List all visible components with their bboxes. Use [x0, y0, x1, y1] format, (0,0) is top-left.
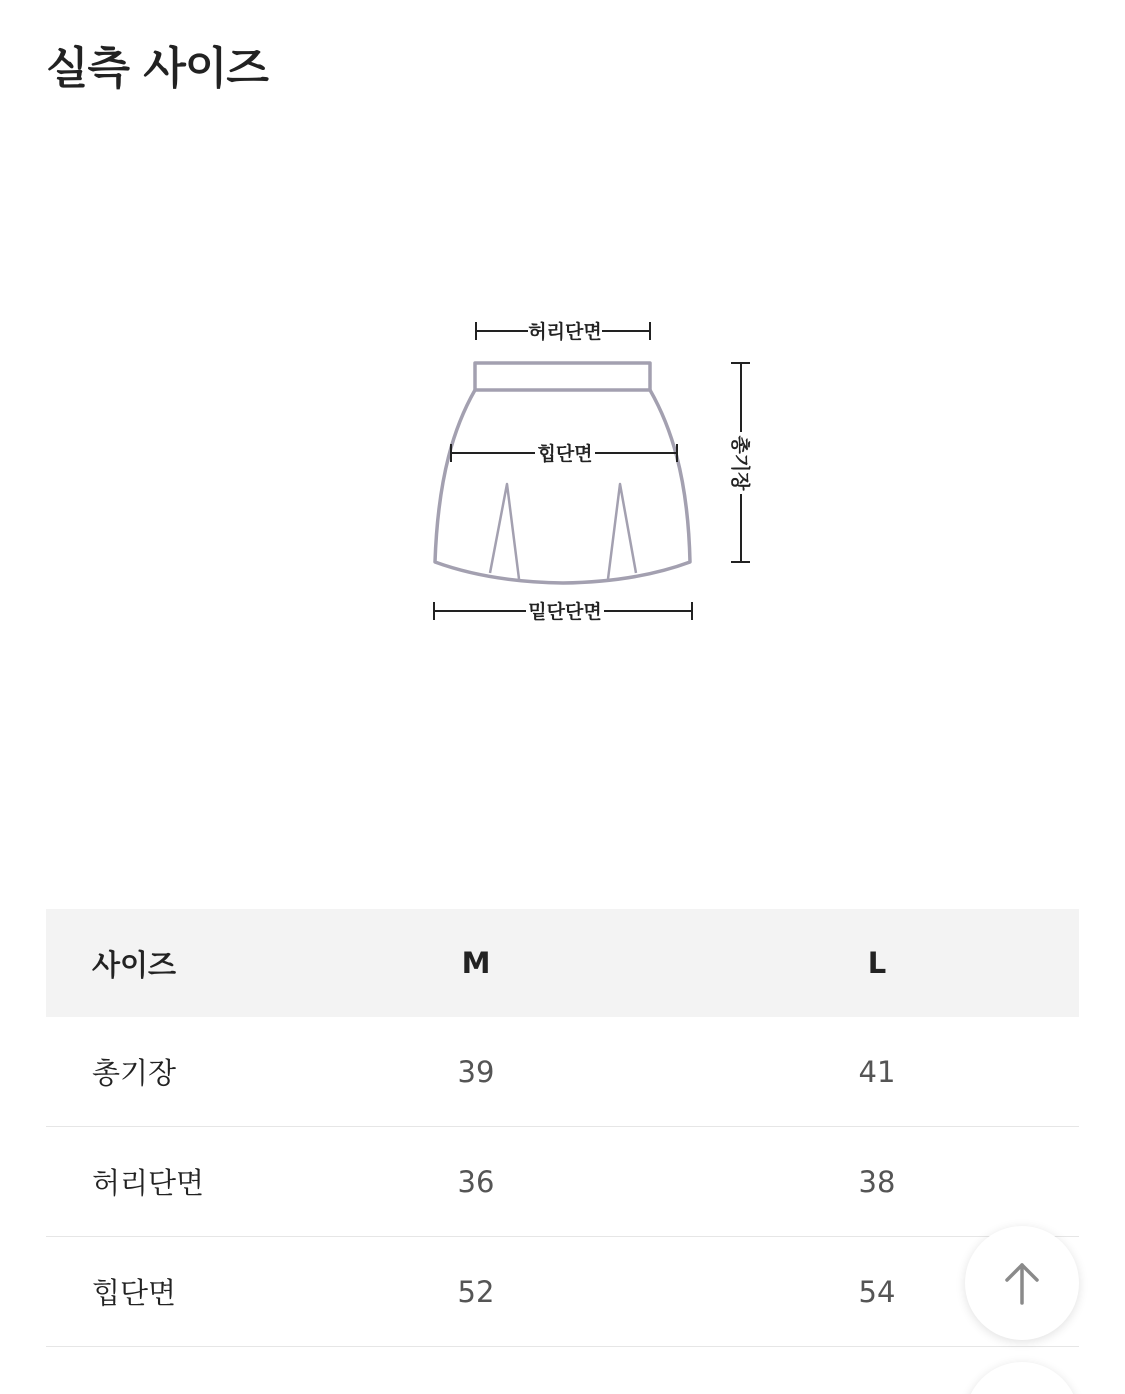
row-label-waist: 허리단면	[92, 1166, 205, 1200]
row-label-hip: 힙단면	[92, 1276, 177, 1310]
floating-button[interactable]	[965, 1362, 1079, 1394]
row-label-length: 총기장	[92, 1056, 177, 1090]
scroll-to-top-button[interactable]	[965, 1226, 1079, 1340]
row-value-l: 38	[858, 1164, 896, 1199]
row-value-m: 36	[457, 1164, 495, 1199]
arrow-up-icon	[1002, 1259, 1042, 1307]
table-row	[46, 1127, 1079, 1237]
page-title: 실측 사이즈	[46, 43, 268, 94]
row-value-m: 52	[457, 1274, 495, 1309]
size-table	[46, 909, 1079, 1347]
table-row	[46, 1237, 1079, 1347]
header-size-m: M	[461, 946, 491, 980]
row-value-l: 41	[858, 1054, 896, 1089]
table-row	[46, 1017, 1079, 1127]
header-size-label: 사이즈	[92, 947, 177, 982]
length-label: 총기장	[729, 435, 751, 491]
size-diagram	[0, 300, 1125, 640]
header-size-l: L	[867, 946, 887, 980]
hip-label: 힙단면	[537, 443, 593, 465]
row-value-l: 54	[858, 1274, 896, 1309]
row-value-m: 39	[457, 1054, 495, 1089]
waist-label: 허리단면	[528, 321, 602, 343]
hem-label: 밑단단면	[528, 601, 602, 623]
table-header-row	[46, 909, 1079, 1017]
skirt-outline	[435, 363, 690, 583]
